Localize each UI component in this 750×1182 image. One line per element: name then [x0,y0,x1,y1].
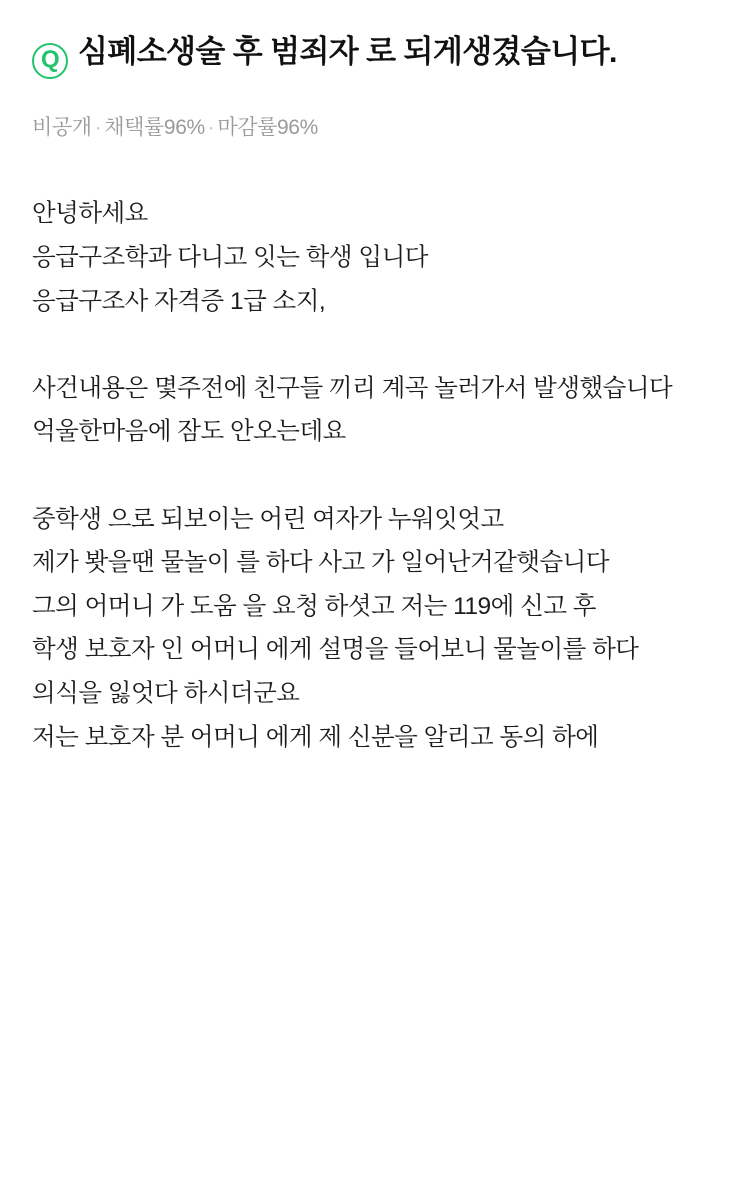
question-circle-icon [32,43,68,79]
meta-separator-2: · [207,116,215,139]
meta-adoption-rate: 채택률96% [104,116,205,139]
body-line: 의식을 잃엇다 하시더군요 [32,680,300,708]
question-header [32,30,718,79]
body-line: 사건내용은 몇주전에 친구들 끼리 계곡 놀러가서 발생했습니다 [32,374,673,402]
body-line: 안녕하세요 [32,200,148,228]
body-blank-line [32,323,718,367]
body-line: 응급구조학과 다니고 잇는 학생 입니다 [32,244,428,271]
question-title-row [32,30,718,79]
question-meta [32,113,718,142]
body-blank-line [32,454,718,498]
body-line: 그의 어머니 가 도움 을 요청 하셧고 저는 119에 신고 후 [32,592,596,620]
meta-visibility: 비공개 [32,116,92,139]
question-body [32,192,718,759]
body-line: 제가 봣을땐 물놀이 를 하다 사고 가 일어난거같햇습니다 [32,549,609,577]
body-line: 중학생 으로 되보이는 어린 여자가 누워잇엇고 [32,505,504,533]
body-line: 억울한마음에 잠도 안오는데요 [32,418,346,446]
body-line: 응급구조사 자격증 1급 소지, [32,287,326,315]
body-line: 저는 보호자 분 어머니 에게 제 신분을 알리고 동의 하에 [32,723,599,751]
meta-close-rate: 마감률96% [217,116,318,139]
question-badge-letter: Q [40,46,60,73]
meta-separator-1: · [94,116,102,139]
page-title: 심폐소생술 후 범죄자 로 되게생겼습니다. [78,34,617,69]
body-line: 학생 보호자 인 어머니 에게 설명을 들어보니 물놀이를 하다 [32,636,639,664]
